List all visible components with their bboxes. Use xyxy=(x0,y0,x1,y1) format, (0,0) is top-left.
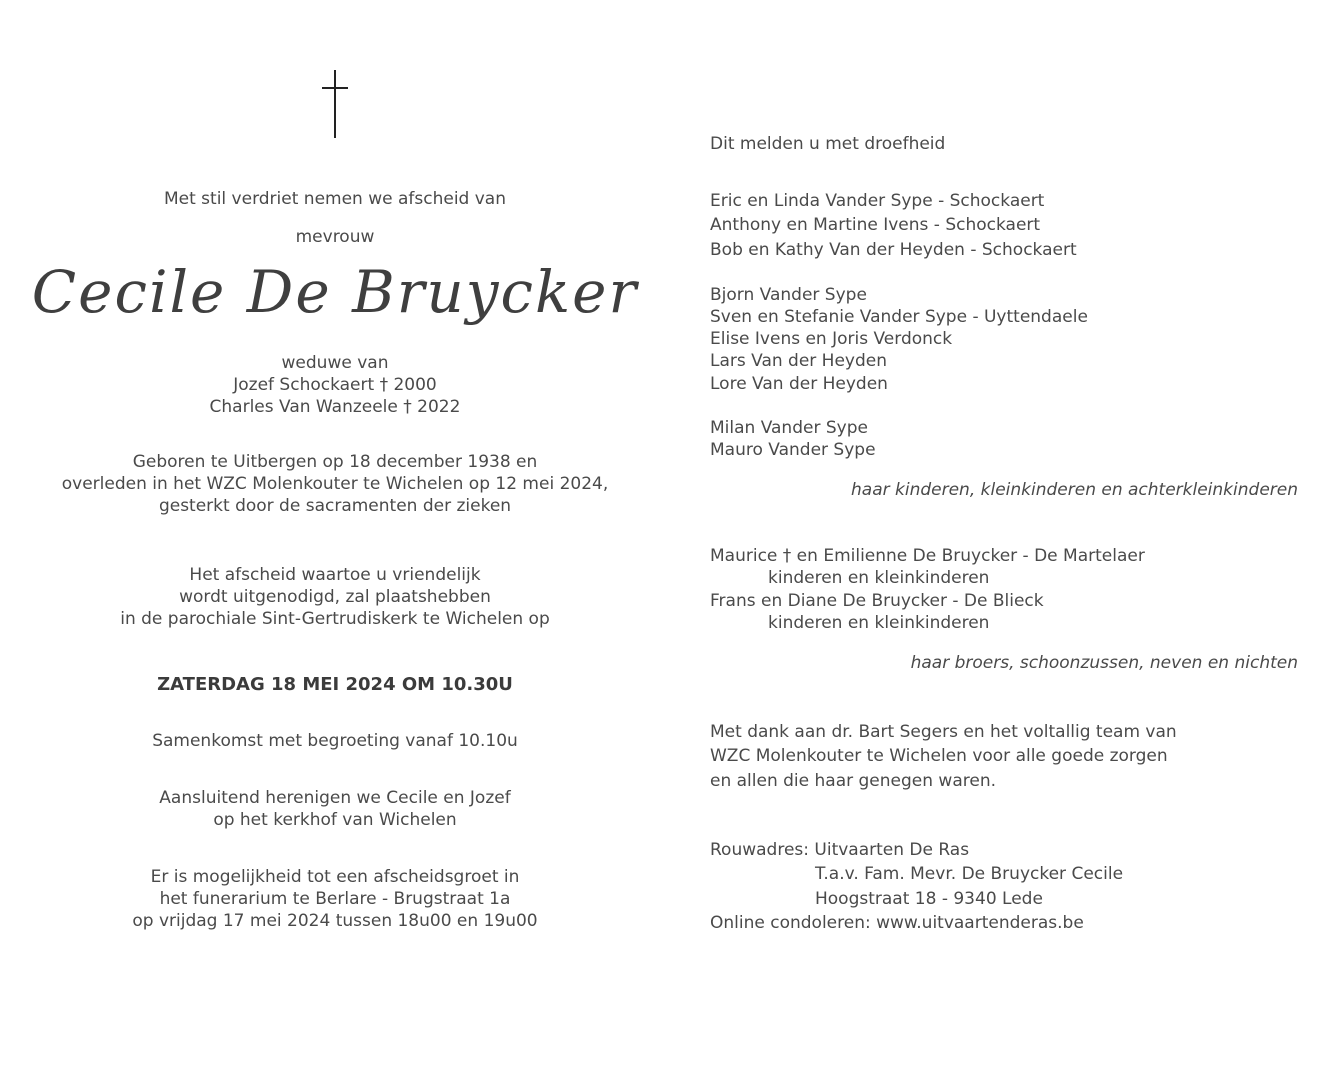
spouse-1: Jozef Schockaert † 2000 xyxy=(233,375,437,395)
child-3: Bob en Kathy Van der Heyden - Schockaert xyxy=(710,240,1077,260)
farewell-line-3: in de parochiale Sint-Gertrudiskerk te Wichelen op xyxy=(120,609,550,629)
burial-line-2: op het kerkhof van Wichelen xyxy=(213,810,457,830)
visitation-line-2: het funerarium te Berlare - Brugstraat 1a xyxy=(159,889,511,909)
great-grandchild-2: Mauro Vander Sype xyxy=(710,440,876,460)
siblings-label: haar broers, schoonzussen, neven en nichten xyxy=(910,653,1298,673)
sibling-1-children: kinderen en kleinkinderen xyxy=(768,568,990,588)
spouse-2: Charles Van Wanzeele † 2022 xyxy=(209,397,461,417)
sibling-2: Frans en Diane De Bruycker - De Blieck xyxy=(710,591,1044,611)
child-1: Eric en Linda Vander Sype - Schockaert xyxy=(710,191,1045,211)
sibling-1: Maurice † en Emilienne De Bruycker - De Martelaer xyxy=(710,546,1145,566)
family-label: haar kinderen, kleinkinderen en achterkleinkinderen xyxy=(851,480,1298,500)
birth-line-3: gesterkt door de sacramenten der zieken xyxy=(158,496,512,516)
farewell-line-2: wordt uitgenodigd, zal plaatshebben xyxy=(179,587,491,607)
grandchild-3: Elise Ivens en Joris Verdonck xyxy=(710,329,953,349)
birth-line-1: Geboren te Uitbergen op 18 december 1938 en xyxy=(132,452,538,472)
grandchild-2: Sven en Stefanie Vander Sype - Uyttendaele xyxy=(710,307,1088,327)
online-condolence: Online condoleren: www.uitvaartenderas.be xyxy=(710,913,1084,933)
intro-text: Met stil verdriet nemen we afscheid van xyxy=(163,189,507,209)
visitation-line-1: Er is mogelijkheid tot een afscheidsgroet in xyxy=(150,867,520,887)
thanks-line-3: en allen die haar genegen waren. xyxy=(710,771,997,791)
title-text: mevrouw xyxy=(295,227,375,247)
sibling-2-children: kinderen en kleinkinderen xyxy=(768,613,990,633)
grandchild-5: Lore Van der Heyden xyxy=(710,374,888,394)
widow-label: weduwe van xyxy=(281,353,389,373)
address-line-2: T.a.v. Fam. Mevr. De Bruycker Cecile xyxy=(815,864,1124,884)
gathering-text: Samenkomst met begroeting vanaf 10.10u xyxy=(152,731,518,751)
child-2: Anthony en Martine Ivens - Schockaert xyxy=(710,215,1041,235)
birth-line-2: overleden in het WZC Molenkouter te Wichelen op 12 mei 2024, xyxy=(61,474,609,494)
address-line-1: Rouwadres: Uitvaarten De Ras xyxy=(710,840,970,860)
grandchild-1: Bjorn Vander Sype xyxy=(710,285,867,305)
thanks-line-1: Met dank aan dr. Bart Segers en het voltallig team van xyxy=(710,722,1177,742)
announce-text: Dit melden u met droefheid xyxy=(710,134,946,154)
visitation-line-3: op vrijdag 17 mei 2024 tussen 18u00 en 19u00 xyxy=(132,911,538,931)
deceased-name: Cecile De Bruycker xyxy=(31,258,639,326)
funeral-date: ZATERDAG 18 MEI 2024 OM 10.30U xyxy=(157,674,513,695)
address-line-3: Hoogstraat 18 - 9340 Lede xyxy=(815,889,1043,909)
thanks-line-2: WZC Molenkouter te Wichelen voor alle goede zorgen xyxy=(710,746,1168,766)
burial-line-1: Aansluitend herenigen we Cecile en Jozef xyxy=(159,788,511,808)
great-grandchild-1: Milan Vander Sype xyxy=(710,418,868,438)
farewell-line-1: Het afscheid waartoe u vriendelijk xyxy=(189,565,481,585)
grandchild-4: Lars Van der Heyden xyxy=(710,351,888,371)
